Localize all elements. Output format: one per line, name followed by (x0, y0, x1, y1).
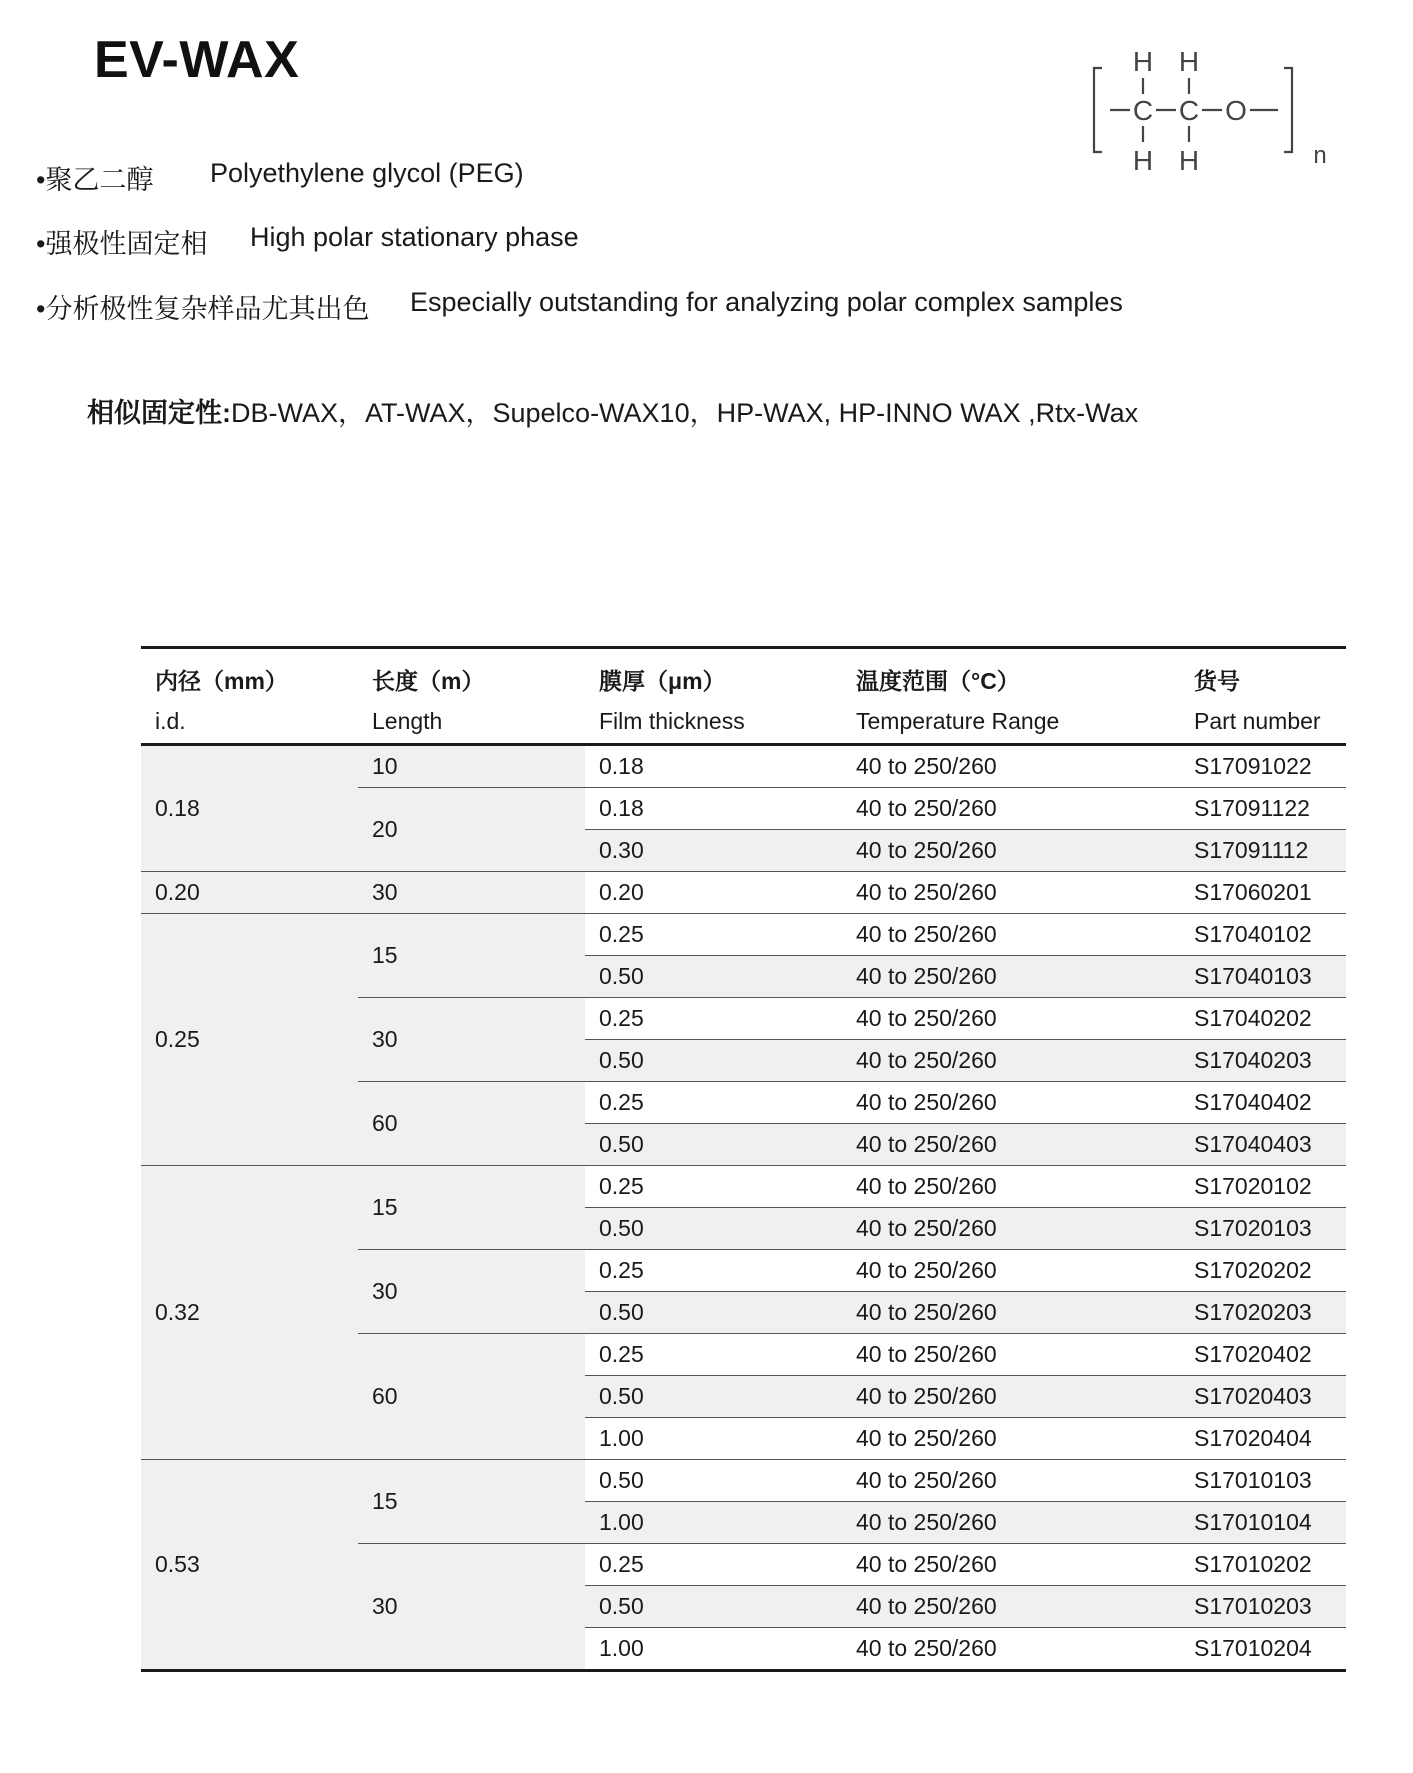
cell-temperature: 40 to 250/260 (842, 1376, 1180, 1418)
cell-film: 0.18 (585, 745, 842, 788)
cell-temperature: 40 to 250/260 (842, 1124, 1180, 1166)
feature-bullet-en: Especially outstanding for analyzing polar complex samples (410, 287, 1123, 317)
cell-temperature: 40 to 250/260 (842, 914, 1180, 956)
cell-temperature: 40 to 250/260 (842, 956, 1180, 998)
cell-temperature: 40 to 250/260 (842, 788, 1180, 830)
cell-part-number: S17010203 (1180, 1586, 1346, 1628)
table-row (141, 1166, 1346, 1208)
cell-length: 20 (358, 788, 585, 872)
feature-bullet-zh: •强极性固定相 (36, 229, 208, 259)
feature-bullet-application (36, 287, 1123, 326)
cell-length: 15 (358, 914, 585, 998)
cell-film: 0.30 (585, 830, 842, 872)
cell-id: 0.25 (141, 914, 358, 1166)
cell-film: 0.50 (585, 1460, 842, 1502)
cell-temperature: 40 to 250/260 (842, 1586, 1180, 1628)
structure-atom: O (1225, 95, 1247, 126)
table-row (141, 745, 1346, 788)
cell-length: 30 (358, 1250, 585, 1334)
cell-film: 1.00 (585, 1628, 842, 1671)
cell-id: 0.20 (141, 872, 358, 914)
cell-film: 0.18 (585, 788, 842, 830)
cell-length: 15 (358, 1460, 585, 1544)
cell-length: 60 (358, 1082, 585, 1166)
cell-temperature: 40 to 250/260 (842, 1544, 1180, 1586)
similar-phases (87, 391, 1138, 430)
cell-temperature: 40 to 250/260 (842, 1418, 1180, 1460)
cell-length: 15 (358, 1166, 585, 1250)
cell-temperature: 40 to 250/260 (842, 1628, 1180, 1671)
cell-part-number: S17060201 (1180, 872, 1346, 914)
cell-length: 60 (358, 1334, 585, 1460)
cell-temperature: 40 to 250/260 (842, 1502, 1180, 1544)
cell-film: 1.00 (585, 1502, 842, 1544)
cell-temperature: 40 to 250/260 (842, 1250, 1180, 1292)
cell-temperature: 40 to 250/260 (842, 745, 1180, 788)
similar-phases-value: DB-WAX，AT-WAX，Supelco-WAX10，HP-WAX, HP-INNO WAX ,Rtx-Wax (231, 398, 1139, 428)
cell-part-number: S17091022 (1180, 745, 1346, 788)
cell-part-number: S17040402 (1180, 1082, 1346, 1124)
table-row (141, 914, 1346, 956)
cell-film: 0.50 (585, 956, 842, 998)
cell-film: 0.20 (585, 872, 842, 914)
peg-structure-diagram (1080, 38, 1340, 188)
structure-subscript: n (1313, 142, 1327, 169)
cell-film: 0.25 (585, 1544, 842, 1586)
cell-part-number: S17040202 (1180, 998, 1346, 1040)
header-length: 长度（m） Length (358, 648, 585, 745)
cell-temperature: 40 to 250/260 (842, 1208, 1180, 1250)
header-id: 内径（mm） i.d. (141, 648, 358, 745)
cell-film: 0.50 (585, 1292, 842, 1334)
structure-atom: C (1178, 95, 1200, 126)
cell-part-number: S17040103 (1180, 956, 1346, 998)
cell-part-number: S17020102 (1180, 1166, 1346, 1208)
cell-part-number: S17040203 (1180, 1040, 1346, 1082)
structure-atom: H (1132, 46, 1154, 77)
table-row (141, 1460, 1346, 1502)
structure-atom: H (1178, 46, 1200, 77)
feature-bullet-en: Polyethylene glycol (PEG) (210, 158, 524, 188)
page-title: EV-WAX (94, 31, 300, 89)
cell-length: 30 (358, 872, 585, 914)
cell-temperature: 40 to 250/260 (842, 1292, 1180, 1334)
header-temperature: 温度范围（°C） Temperature Range (842, 648, 1180, 745)
cell-temperature: 40 to 250/260 (842, 998, 1180, 1040)
cell-temperature: 40 to 250/260 (842, 1082, 1180, 1124)
cell-length: 30 (358, 998, 585, 1082)
cell-film: 0.50 (585, 1586, 842, 1628)
cell-part-number: S17010202 (1180, 1544, 1346, 1586)
structure-atom: C (1132, 95, 1154, 126)
cell-part-number: S17020402 (1180, 1334, 1346, 1376)
header-film: 膜厚（μm） Film thickness (585, 648, 842, 745)
cell-temperature: 40 to 250/260 (842, 1460, 1180, 1502)
cell-temperature: 40 to 250/260 (842, 872, 1180, 914)
cell-film: 1.00 (585, 1418, 842, 1460)
cell-length: 30 (358, 1544, 585, 1671)
cell-id: 0.18 (141, 745, 358, 872)
cell-id: 0.53 (141, 1460, 358, 1671)
cell-film: 0.25 (585, 998, 842, 1040)
cell-film: 0.50 (585, 1124, 842, 1166)
cell-part-number: S17040403 (1180, 1124, 1346, 1166)
spec-table (141, 646, 1346, 1672)
structure-atom: H (1178, 145, 1200, 176)
structure-atom: H (1132, 145, 1154, 176)
cell-length: 10 (358, 745, 585, 788)
cell-film: 0.25 (585, 1082, 842, 1124)
cell-part-number: S17020403 (1180, 1376, 1346, 1418)
feature-bullet-zh: •分析极性复杂样品尤其出色 (36, 294, 370, 324)
cell-part-number: S17010204 (1180, 1628, 1346, 1671)
feature-bullet-polarity (36, 222, 579, 261)
cell-film: 0.50 (585, 1376, 842, 1418)
header-part-number: 货号 Part number (1180, 648, 1346, 745)
cell-temperature: 40 to 250/260 (842, 1166, 1180, 1208)
cell-temperature: 40 to 250/260 (842, 830, 1180, 872)
feature-bullet-peg (36, 158, 524, 197)
feature-bullet-zh: •聚乙二醇 (36, 165, 154, 195)
cell-part-number: S17040102 (1180, 914, 1346, 956)
cell-id: 0.32 (141, 1166, 358, 1460)
cell-film: 0.25 (585, 1250, 842, 1292)
cell-part-number: S17010103 (1180, 1460, 1346, 1502)
table-row (141, 872, 1346, 914)
cell-part-number: S17020404 (1180, 1418, 1346, 1460)
cell-film: 0.50 (585, 1040, 842, 1082)
cell-part-number: S17010104 (1180, 1502, 1346, 1544)
cell-part-number: S17020203 (1180, 1292, 1346, 1334)
cell-film: 0.50 (585, 1208, 842, 1250)
cell-film: 0.25 (585, 1166, 842, 1208)
cell-part-number: S17091112 (1180, 830, 1346, 872)
cell-temperature: 40 to 250/260 (842, 1040, 1180, 1082)
cell-part-number: S17091122 (1180, 788, 1346, 830)
cell-temperature: 40 to 250/260 (842, 1334, 1180, 1376)
similar-phases-label: 相似固定性: (87, 398, 231, 428)
cell-part-number: S17020103 (1180, 1208, 1346, 1250)
feature-bullet-en: High polar stationary phase (250, 222, 579, 252)
cell-part-number: S17020202 (1180, 1250, 1346, 1292)
cell-film: 0.25 (585, 1334, 842, 1376)
table-header-row (141, 648, 1346, 745)
cell-film: 0.25 (585, 914, 842, 956)
